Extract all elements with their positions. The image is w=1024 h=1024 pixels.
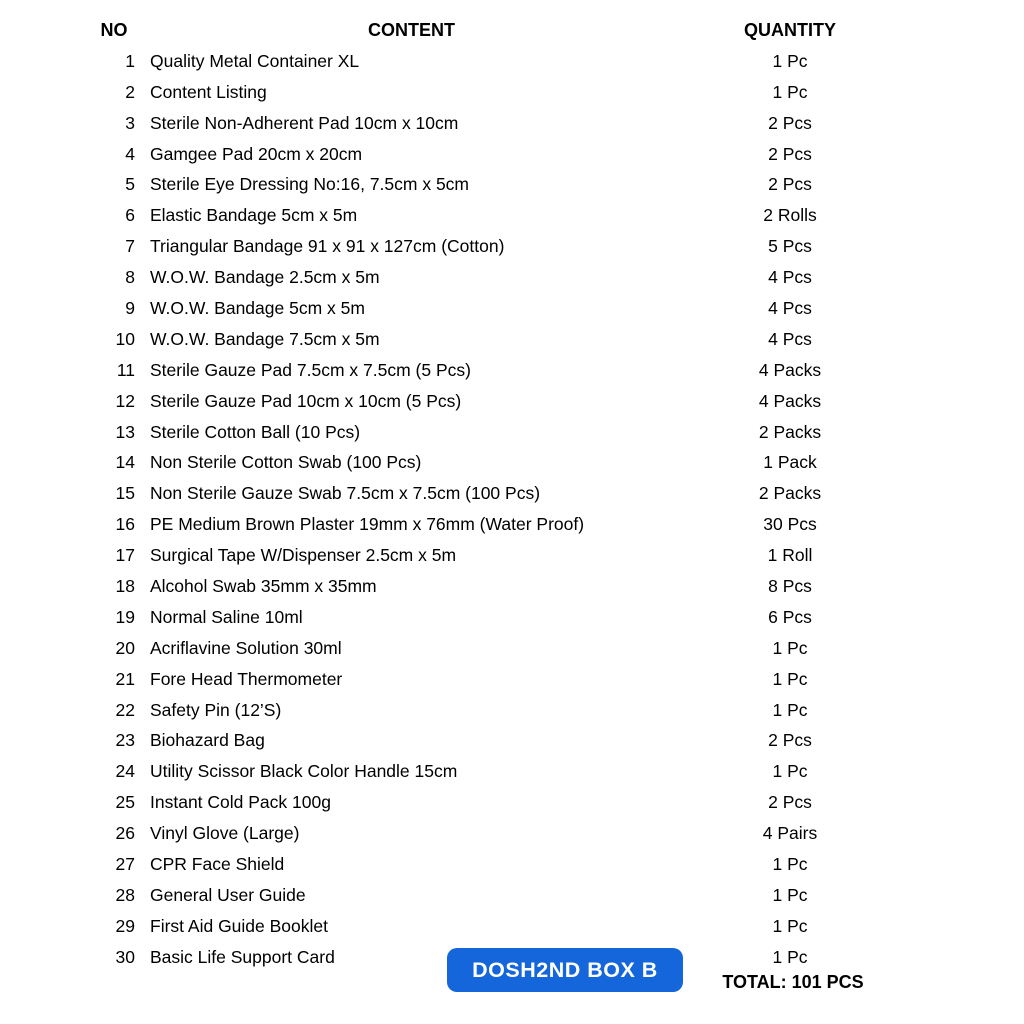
row-content: Sterile Gauze Pad 7.5cm x 7.5cm (5 Pcs): [150, 359, 471, 380]
table-row: [85, 169, 900, 200]
table-row: [85, 602, 900, 633]
table-row: [85, 355, 900, 386]
row-content: W.O.W. Bandage 5cm x 5m: [150, 298, 365, 319]
row-quantity: 1 Pc: [772, 637, 808, 658]
row-quantity: 2 Pcs: [768, 730, 812, 751]
row-content: First Aid Guide Booklet: [150, 915, 328, 936]
row-number: 24: [115, 761, 135, 782]
row-quantity: 4 Packs: [758, 359, 822, 380]
table-row: [85, 756, 900, 787]
row-content: Normal Saline 10ml: [150, 606, 303, 627]
row-number: 18: [115, 576, 135, 597]
row-quantity: 6 Pcs: [768, 606, 812, 627]
column-header-content: CONTENT: [368, 20, 455, 40]
row-content: Safety Pin (12’S): [150, 699, 282, 720]
row-quantity: 1 Pc: [772, 668, 808, 689]
table-row: [85, 231, 900, 262]
row-content: Sterile Eye Dressing No:16, 7.5cm x 5cm: [150, 174, 470, 195]
row-quantity: 2 Rolls: [763, 205, 817, 226]
row-number: 4: [125, 143, 135, 164]
row-quantity: 1 Pc: [772, 884, 808, 905]
row-content: Basic Life Support Card: [150, 946, 335, 967]
row-content: PE Medium Brown Plaster 19mm x 76mm (Water Proof): [150, 514, 585, 535]
table-row: [85, 664, 900, 695]
row-number: 12: [115, 390, 135, 411]
row-number: 22: [115, 699, 135, 720]
row-content: Gamgee Pad 20cm x 20cm: [150, 143, 363, 164]
table-row: [85, 787, 900, 818]
row-number: 26: [115, 823, 135, 844]
row-content: Sterile Gauze Pad 10cm x 10cm (5 Pcs): [150, 390, 462, 411]
row-quantity: 1 Pc: [772, 699, 808, 720]
row-content: Elastic Bandage 5cm x 5m: [150, 205, 358, 226]
content-list-table: [85, 15, 900, 973]
row-content: Non Sterile Cotton Swab (100 Pcs): [150, 452, 422, 473]
table-header-row: [85, 15, 900, 46]
table-row: [85, 77, 900, 108]
row-number: 16: [115, 514, 135, 535]
table-row: [85, 139, 900, 170]
row-quantity: 4 Pcs: [768, 328, 812, 349]
row-quantity: 1 Pack: [763, 452, 817, 473]
table-row: [85, 447, 900, 478]
row-number: 21: [115, 668, 135, 689]
row-quantity: 2 Pcs: [768, 174, 812, 195]
row-quantity: 1 Pc: [772, 761, 808, 782]
table-row: [85, 108, 900, 139]
row-quantity: 1 Roll: [767, 545, 813, 566]
table-row: [85, 200, 900, 231]
table-body: [85, 46, 900, 973]
row-number: 27: [115, 854, 135, 875]
table-row: [85, 324, 900, 355]
row-quantity: 2 Pcs: [768, 112, 812, 133]
column-header-quantity: QUANTITY: [744, 20, 836, 40]
row-number: 23: [115, 730, 135, 751]
row-number: 13: [115, 421, 135, 442]
row-number: 17: [115, 545, 135, 566]
row-quantity: 1 Pc: [772, 915, 808, 936]
row-content: Alcohol Swab 35mm x 35mm: [150, 576, 377, 597]
table-row: [85, 725, 900, 756]
row-content: Biohazard Bag: [150, 730, 265, 751]
row-content: Utility Scissor Black Color Handle 15cm: [150, 761, 458, 782]
row-quantity: 5 Pcs: [768, 236, 812, 257]
table-row: [85, 386, 900, 417]
table-row: [85, 818, 900, 849]
box-label-text: DOSH2ND BOX B: [472, 957, 658, 982]
table-row: [85, 849, 900, 880]
row-number: 10: [115, 328, 135, 349]
row-number: 9: [125, 298, 135, 319]
row-quantity: 2 Pcs: [768, 792, 812, 813]
row-content: General User Guide: [150, 884, 306, 905]
row-number: 25: [115, 792, 135, 813]
row-quantity: 30 Pcs: [763, 514, 817, 535]
table-row: [85, 880, 900, 911]
row-number: 2: [125, 81, 135, 102]
row-quantity: 2 Packs: [758, 483, 822, 504]
row-content: W.O.W. Bandage 2.5cm x 5m: [150, 267, 380, 288]
table-row: [85, 633, 900, 664]
row-content: Vinyl Glove (Large): [150, 823, 300, 844]
row-quantity: 4 Pairs: [762, 823, 818, 844]
table-row: [85, 46, 900, 77]
row-quantity: 2 Pcs: [768, 143, 812, 164]
table-row: [85, 911, 900, 942]
row-quantity: 4 Pcs: [768, 298, 812, 319]
row-content: Acriflavine Solution 30ml: [150, 637, 342, 658]
total-count: TOTAL: 101 PCS: [722, 972, 864, 992]
row-quantity: 2 Packs: [758, 421, 822, 442]
row-number: 11: [116, 359, 135, 380]
row-content: Triangular Bandage 91 x 91 x 127cm (Cotton): [150, 236, 505, 257]
row-number: 20: [115, 637, 135, 658]
table-row: [85, 262, 900, 293]
row-number: 5: [125, 174, 135, 195]
box-label-badge: [447, 948, 683, 992]
row-number: 14: [115, 452, 135, 473]
table-row: [85, 478, 900, 509]
row-content: Sterile Non-Adherent Pad 10cm x 10cm: [150, 112, 459, 133]
table-row: [85, 293, 900, 324]
row-number: 19: [115, 606, 135, 627]
row-quantity: 4 Pcs: [768, 267, 812, 288]
row-content: W.O.W. Bandage 7.5cm x 5m: [150, 328, 380, 349]
row-content: Fore Head Thermometer: [150, 668, 343, 689]
table-row: [85, 417, 900, 448]
row-content: Quality Metal Container XL: [150, 50, 360, 71]
row-content: Content Listing: [150, 81, 267, 102]
row-content: CPR Face Shield: [150, 854, 285, 875]
table-row: [85, 695, 900, 726]
row-number: 30: [115, 946, 135, 967]
table-row: [85, 571, 900, 602]
table-row: [85, 509, 900, 540]
column-header-no: NO: [100, 20, 128, 40]
row-number: 28: [115, 884, 135, 905]
row-quantity: 1 Pc: [772, 854, 808, 875]
row-quantity: 1 Pc: [772, 50, 808, 71]
row-number: 15: [115, 483, 135, 504]
row-number: 1: [125, 50, 135, 71]
table-row: [85, 540, 900, 571]
row-content: Non Sterile Gauze Swab 7.5cm x 7.5cm (100 Pcs): [150, 483, 541, 504]
row-content: Sterile Cotton Ball (10 Pcs): [150, 421, 361, 442]
row-number: 7: [125, 236, 135, 257]
row-quantity: 1 Pc: [772, 946, 808, 967]
row-number: 8: [125, 267, 135, 288]
row-number: 3: [125, 112, 135, 133]
row-number: 6: [125, 205, 135, 226]
row-content: Surgical Tape W/Dispenser 2.5cm x 5m: [150, 545, 457, 566]
row-quantity: 4 Packs: [758, 390, 822, 411]
row-content: Instant Cold Pack 100g: [150, 792, 331, 813]
row-quantity: 8 Pcs: [768, 576, 812, 597]
row-number: 29: [115, 915, 135, 936]
row-quantity: 1 Pc: [772, 81, 808, 102]
